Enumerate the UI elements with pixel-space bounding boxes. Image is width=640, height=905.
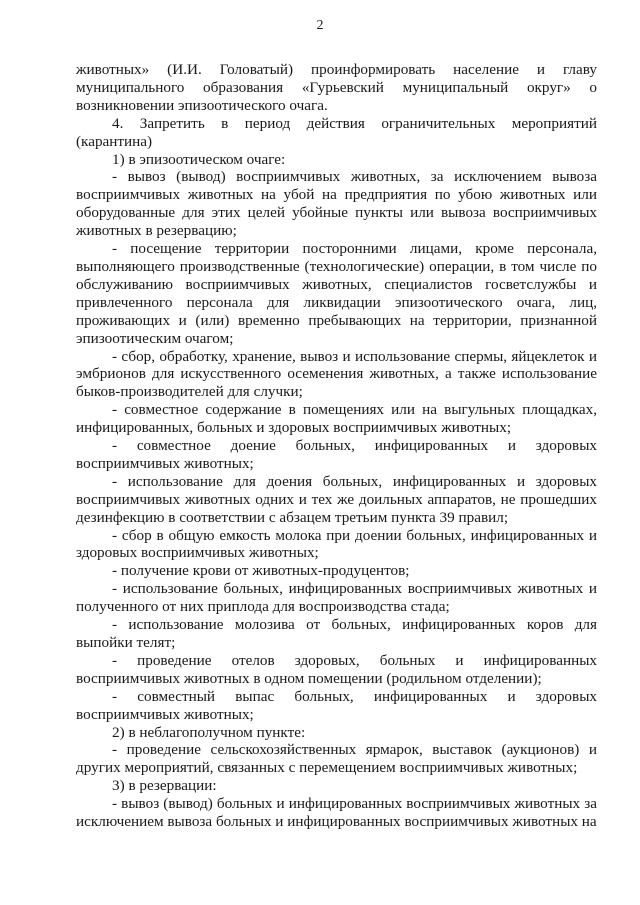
paragraph: - вывоз (вывод) восприимчивых животных, за исключением вывоза восприимчивых животных на убой на предприятия по убою животных или оборудованные для этих целей убойные пункты или вывоза восприимчивых животных в резервацию; <box>76 168 597 240</box>
paragraph: - совместное содержание в помещениях или на выгульных площадках, инфицированных, больных и здоровых восприимчивых животных; <box>76 401 597 437</box>
paragraph: - совместное доение больных, инфицированных и здоровых восприимчивых животных; <box>76 437 597 472</box>
paragraph: - сбор, обработку, хранение, вывоз и использование спермы, яйцеклеток и эмбрионов для искусственного осеменения животных, а также использование быков-производителей для случки; <box>76 347 597 401</box>
paragraph: - использование молозива от больных, инфицированных коров для выпойки телят; <box>76 616 597 651</box>
paragraph: - получение крови от животных-продуцентов; <box>112 562 410 580</box>
document-body <box>76 61 597 831</box>
paragraph: 3) в резервации: <box>112 777 217 795</box>
paragraph: - использование больных, инфицированных восприимчивых животных и полученного от них приплода для воспроизводства стада; <box>76 580 597 616</box>
page-number: 2 <box>316 18 324 33</box>
paragraph: 2) в неблагополучном пункте: <box>112 723 306 741</box>
paragraph: - вывоз (вывод) больных и инфицированных восприимчивых животных за исключением вывоза больных и инфицированных восприимчивых животных на <box>76 795 597 831</box>
paragraph: 4. Запретить в период действия ограничительных мероприятий (карантина) <box>76 114 597 150</box>
paragraph: - совместный выпас больных, инфицированных и здоровых восприимчивых животных; <box>76 687 597 723</box>
paragraph: животных» (И.И. Головатый) проинформировать население и главу муниципального образования «Гурьевский муниципальный округ» о возникновении эпизоотического очага. <box>76 61 597 114</box>
paragraph: - использование для доения больных, инфицированных и здоровых восприимчивых животных одних и тех же доильных аппаратов, не прошедших дезинфекцию в соответствии с абзацем третьим пункта 39 правил; <box>76 472 597 526</box>
paragraph: - проведение сельскохозяйственных ярмарок, выставок (аукционов) и других мероприятий, связанных с перемещением восприимчивых животных; <box>76 741 597 777</box>
paragraph: - сбор в общую емкость молока при доении больных, инфицированных и здоровых восприимчивых животных; <box>76 526 597 562</box>
paragraph: - проведение отелов здоровых, больных и инфицированных восприимчивых животных в одном помещении (родильном отделении); <box>76 651 597 687</box>
paragraph: 1) в эпизоотическом очаге: <box>112 150 286 168</box>
paragraph: - посещение территории посторонними лицами, кроме персонала, выполняющего производственные (технологические) операции, в том числе по обслуживанию восприимчивых животных, специалистов госветслужбы и привлеченного персонала для ликвидации эпизоотического очага, лиц, проживающих и (или) временно пребывающих на территории, признанной эпизоотическим очагом; <box>76 240 597 347</box>
